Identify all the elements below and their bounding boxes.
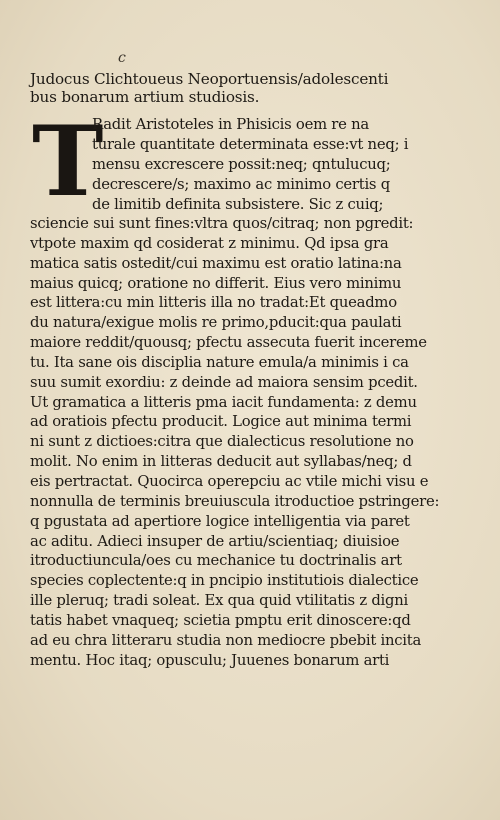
text-line: du natura/exigue molis re primo,pducit:qua paulati <box>30 314 402 332</box>
heading-line: Judocus Clichtoueus Neoportuensis/adolescenti <box>30 70 389 88</box>
heading-line: bus bonarum artium studiosis. <box>30 88 260 106</box>
text-line: Ut gramatica a litteris pma iacit fundamenta: z demu <box>30 393 417 411</box>
text-line: itroductiuncula/oes cu mechanice tu doctrinalis art <box>30 552 402 570</box>
text-line: q pgustata ad apertiore logice intelligentia via paret <box>30 512 410 530</box>
text-line: ad oratiois pfectu producit. Logice aut minima termi <box>30 413 412 431</box>
text-line: sciencie sui sunt fines:vltra quos/citraq; non pgredit: <box>30 215 414 232</box>
text-line: tu. Ita sane ois disciplia nature emula/a minimis i ca <box>30 353 409 371</box>
text-line: ad eu chra litteraru studia non mediocre pbebit incita <box>30 631 422 649</box>
text-line: decrescere/s; maximo ac minimo certis q <box>92 175 390 193</box>
text-line: suu sumit exordiu: z deinde ad maiora sensim pcedit. <box>30 373 418 391</box>
text-line: turale quantitate determinata esse:vt neq; i <box>92 135 409 153</box>
text-line: ac aditu. Adieci insuper de artiu/scientiaq; diuisioe <box>30 532 400 550</box>
text-line: vtpote maxim qd cosiderat z minimu. Qd ipsa gra <box>30 234 389 252</box>
text-line: matica satis ostedit/cui maximu est oratio latina:na <box>30 254 402 272</box>
text-line: est littera:cu min litteris illa no tradat:Et queadmo <box>30 294 397 312</box>
text-line: tatis habet vnaqueq; scietia pmptu erit dinoscere:qd <box>30 611 411 629</box>
text-line: eis pertractat. Quocirca operepciu ac vtile michi visu e <box>30 472 429 490</box>
text-line: de limitib definita subsistere. Sic z cuiq; <box>92 195 384 213</box>
text-line: molit. No enim in litteras deducit aut syllabas/neq; d <box>30 453 412 471</box>
text-line: ille pleruq; tradi soleat. Ex qua quid vtilitatis z digni <box>30 592 409 610</box>
text-block-main <box>30 214 474 670</box>
text-line: Radit Aristoteles in Phisicis oem re na <box>92 116 369 133</box>
text-block-indented <box>92 115 472 215</box>
dedication-heading <box>30 70 470 106</box>
text-line: ni sunt z dictioes:citra que dialecticus resolutione no <box>30 433 414 451</box>
text-line: maiore reddit/quousq; pfectu assecuta fuerit incereme <box>30 334 427 352</box>
text-line: nonnulla de terminis breuiuscula itroductioe pstringere: <box>30 492 440 510</box>
text-line: maius quicq; oratione no differit. Eius vero minimu <box>30 274 402 292</box>
signature-mark: c <box>118 50 126 66</box>
text-line: species coplectente:q in pncipio institutiois dialectice <box>30 572 419 590</box>
text-line: mentu. Hoc itaq; opusculu; Juuenes bonarum arti <box>30 651 390 669</box>
decorated-initial-letter: T <box>32 105 104 218</box>
text-line: mensu excrescere possit:neq; qntulucuq; <box>92 155 391 173</box>
